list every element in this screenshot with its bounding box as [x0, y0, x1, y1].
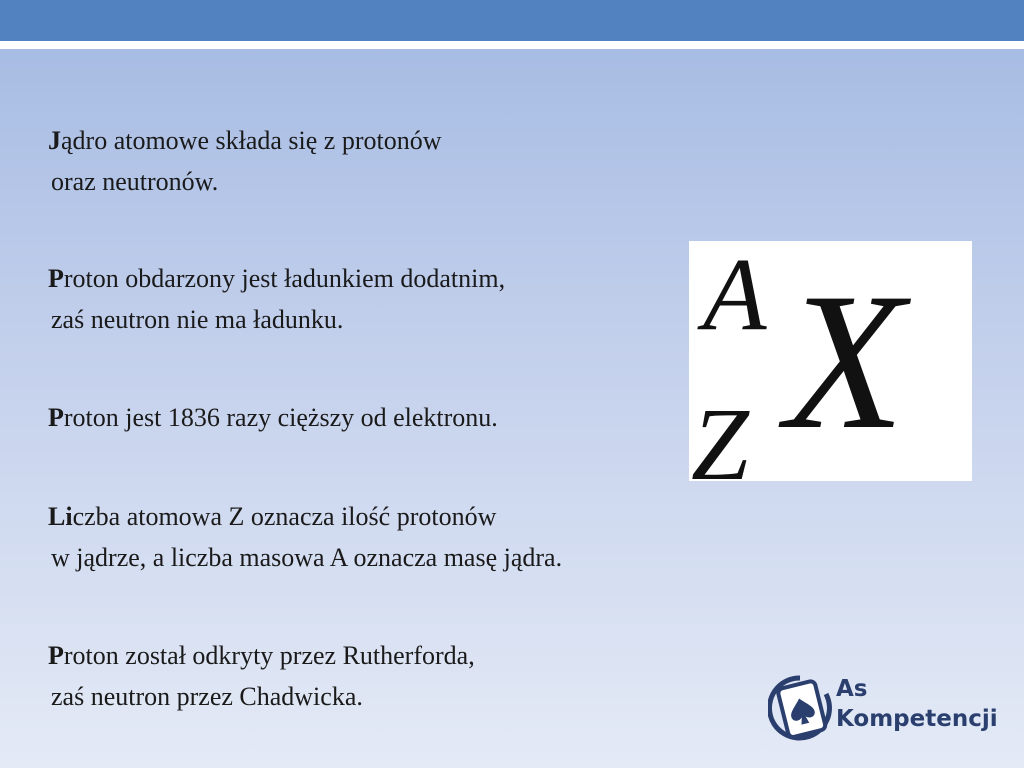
- element-symbol: X: [785, 253, 905, 470]
- card-spade-icon: [768, 672, 832, 742]
- logo-line1: As: [836, 676, 868, 702]
- paragraph-text: czba atomowa Z oznacza ilość protonów: [72, 502, 497, 531]
- paragraph-line2: zaś neutron przez Chadwicka.: [51, 682, 363, 711]
- paragraph-initial: P: [48, 403, 64, 432]
- paragraph-initial: J: [48, 126, 61, 155]
- paragraph-discovery: [48, 635, 475, 717]
- top-bar: [0, 0, 1024, 41]
- paragraph-text: roton jest 1836 razy cięższy od elektronu.: [63, 403, 498, 432]
- paragraph-text: ądro atomowe składa się z protonów: [61, 126, 442, 155]
- mass-number: A: [703, 241, 767, 352]
- logo-text: [836, 674, 998, 734]
- paragraph-initial: Li: [48, 502, 73, 531]
- paragraph-line2: zaś neutron nie ma ładunku.: [51, 305, 344, 334]
- atomic-number: Z: [691, 387, 749, 481]
- paragraph-charge: [48, 258, 505, 340]
- paragraph-atomic-number: [48, 496, 562, 578]
- top-bar-divider: [0, 41, 1024, 49]
- logo: [768, 672, 998, 746]
- paragraph-initial: P: [48, 641, 64, 670]
- paragraph-text: roton został odkryty przez Rutherforda,: [63, 641, 475, 670]
- logo-line2: Kompetencji: [836, 706, 998, 732]
- paragraph-nucleus: [48, 120, 442, 202]
- nuclide-notation-image: [689, 241, 972, 481]
- paragraph-initial: P: [48, 264, 64, 293]
- paragraph-line2: oraz neutronów.: [51, 167, 219, 196]
- paragraph-text: roton obdarzony jest ładunkiem dodatnim,: [63, 264, 506, 293]
- paragraph-mass: [48, 397, 498, 438]
- paragraph-line2: w jądrze, a liczba masowa A oznacza masę jądra.: [51, 543, 563, 572]
